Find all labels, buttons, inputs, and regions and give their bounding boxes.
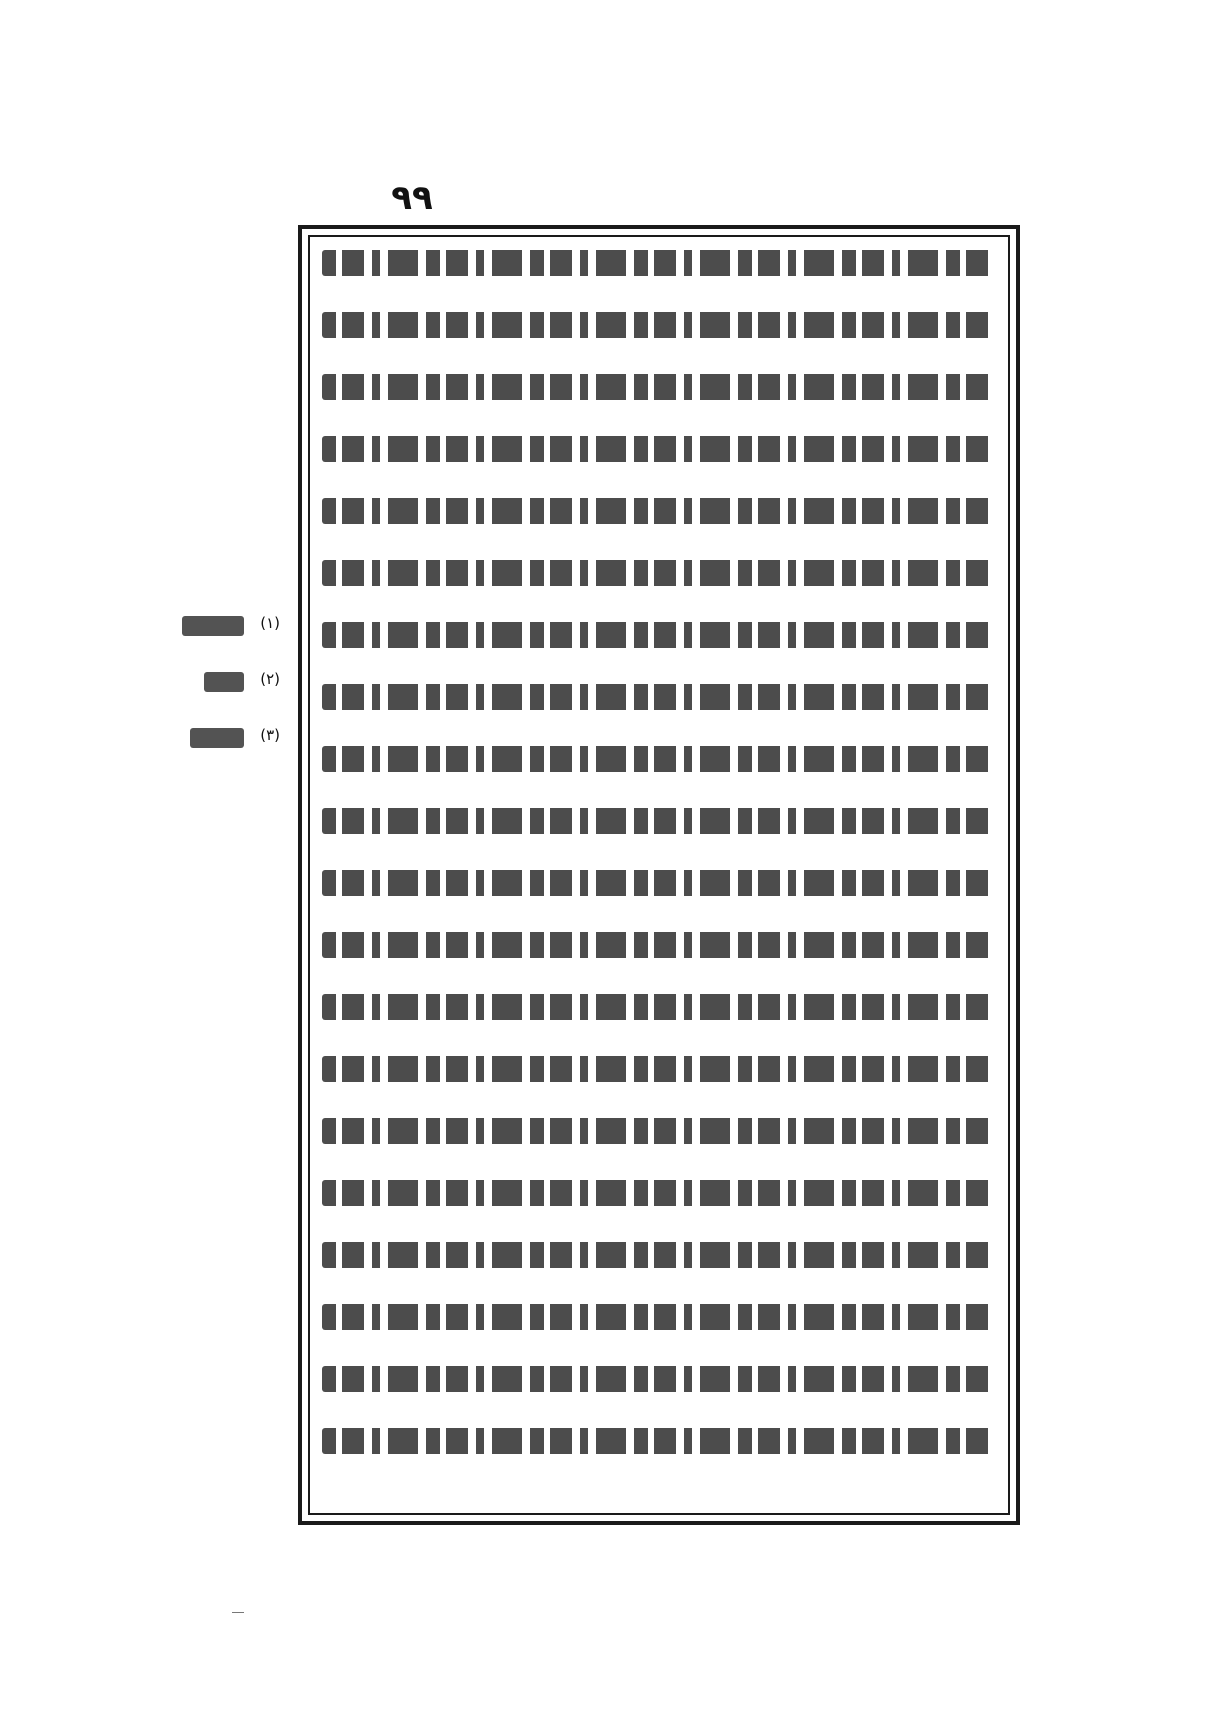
text-line <box>322 994 996 1020</box>
text-line <box>322 932 996 958</box>
text-line <box>322 1242 996 1268</box>
text-line <box>322 250 996 276</box>
note-number: (٣) <box>260 726 280 744</box>
text-line <box>322 1056 996 1082</box>
text-line <box>322 1428 996 1454</box>
text-line <box>322 1118 996 1144</box>
note-text <box>190 728 244 748</box>
text-line <box>322 870 996 896</box>
note-text <box>182 616 244 636</box>
note-number: (١) <box>260 614 280 632</box>
text-line <box>322 560 996 586</box>
note-number: (٢) <box>260 670 280 688</box>
note-text <box>204 672 244 692</box>
text-line <box>322 622 996 648</box>
text-line <box>322 1304 996 1330</box>
text-line <box>322 684 996 710</box>
marginal-note <box>170 600 280 656</box>
scan-mark <box>232 1612 244 1613</box>
text-line <box>322 374 996 400</box>
text-line <box>322 746 996 772</box>
text-line <box>322 1180 996 1206</box>
text-line <box>322 808 996 834</box>
marginal-note <box>170 712 280 768</box>
text-line <box>322 498 996 524</box>
main-text-block <box>322 250 996 1500</box>
marginal-note <box>170 656 280 712</box>
text-line <box>322 436 996 462</box>
page-number: ٩٩ <box>391 178 433 218</box>
text-line <box>322 312 996 338</box>
marginal-notes <box>170 600 280 768</box>
text-line <box>322 1366 996 1392</box>
